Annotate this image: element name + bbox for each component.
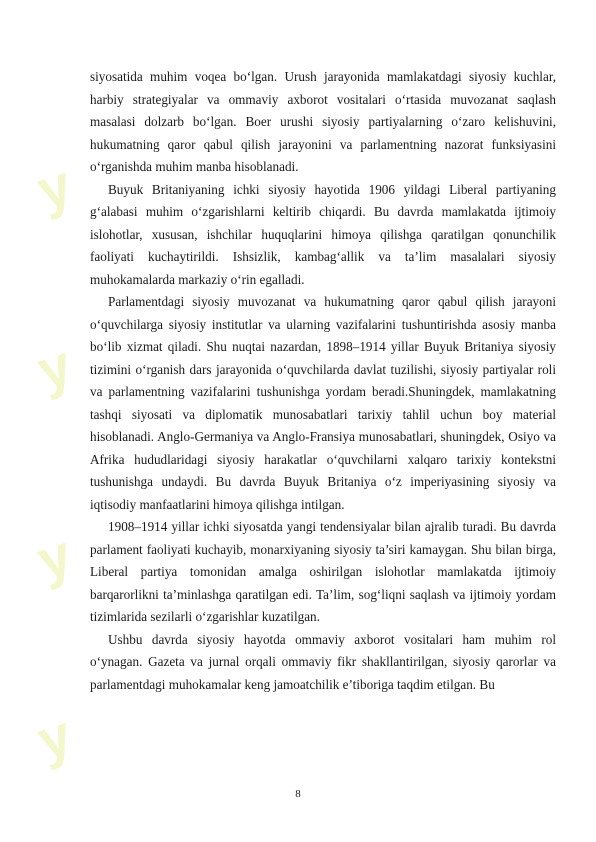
paragraph: Ushbu davrda siyosiy hayotda ommaviy axborot vositalari ham muhim rol o‘ynagan. Gazeta va jurnal orqali ommaviy fikr shakllantirilgan, siyosiy qarorlar va parlamentdagi muhokamalar keng jamoatchilik e’tiboriga taqdim etilgan. Bu: [90, 631, 556, 692]
page-number: 8: [295, 788, 301, 800]
paragraph: Parlamentdagi siyosiy muvozanat va hukumatning qaror qabul qilish jarayoni o‘quvchilarga siyosiy institutlar va ularning vazifalarini tushuntirishda asosiy manba bo‘lib xizmat qiladi. Shu nuqtai nazardan, 1898–1914 yillar Buyuk Britaniya siyosiy tizimini o‘rganish dars jarayonida o‘quvchilarda davlat tuzilishi, siyosiy partiyalar roli va parlamentning vazifalarini tushunishga yordam beradi.Shuningdek, mamlakatning tashqi siyosati va diplomatik munosabatlari tarixiy tahlil uchun boy material hisoblanadi. Anglo-Germaniya va Anglo-Fransiya munosabatlari, shuningdek, Osiyo va Afrika hududlaridagi siyosiy harakatlar o‘quvchilarni xalqaro tarixiy kontekstni tushunishga undaydi. Bu davrda Buyuk Britaniya o‘z imperiyasining siyosiy va iqtisodiy manfaatlarini himoya qilishga intilgan.: [90, 294, 556, 512]
paragraph: Buyuk Britaniyaning ichki siyosiy hayotida 1906 yildagi Liberal partiyaning g‘alabasi muhim o‘zgarishlarni keltirib chiqardi. Bu davrda mamlakatda ijtimoiy islohotlar, xususan, ishchilar huquqlarini himoya qilishga qaratilgan qonunchilik faoliyati kuchaytirildi. Ishsizlik, kambag‘allik va ta’lim masalalari siyosiy muhokamalarda markaziy o‘rin egalladi.: [90, 181, 556, 287]
document-body: [90, 66, 556, 696]
watermark-glyph: y: [29, 152, 79, 222]
paragraph: siyosatida muhim voqea bo‘lgan. Urush jarayonida mamlakatdagi siyosiy kuchlar, harbiy strategiyalar va ommaviy axborot vositalari o‘rtasida muvozanat saqlash masalasi dolzarb bo‘lgan. Boer urushi siyosiy partiyalarning o‘zaro kelishuvini, hukumatning qaror qabul qilish jarayonini va parlamentning nazorat funksiyasini o‘rganishda muhim manba hisoblanadi.: [90, 69, 556, 174]
paragraph: 1908–1914 yillar ichki siyosatda yangi tendensiyalar bilan ajralib turadi. Bu davrda parlament faoliyati kuchayib, monarxiyaning siyosiy ta’siri kamaygan. Shu bilan birga, Liberal partiya tomonidan amalga oshirilgan islohotlar mamlakatda ijtimoiy barqarorlikni ta’minlashga qaratilgan edi. Ta’lim, sog‘liqni saqlash va ijtimoiy yordam tizimlarida sezilarli o‘zgarishlar kuzatilgan.: [90, 519, 556, 624]
watermark-glyph: y: [29, 522, 79, 592]
watermark-glyph: y: [29, 702, 79, 772]
watermark-glyph: y: [29, 332, 79, 402]
